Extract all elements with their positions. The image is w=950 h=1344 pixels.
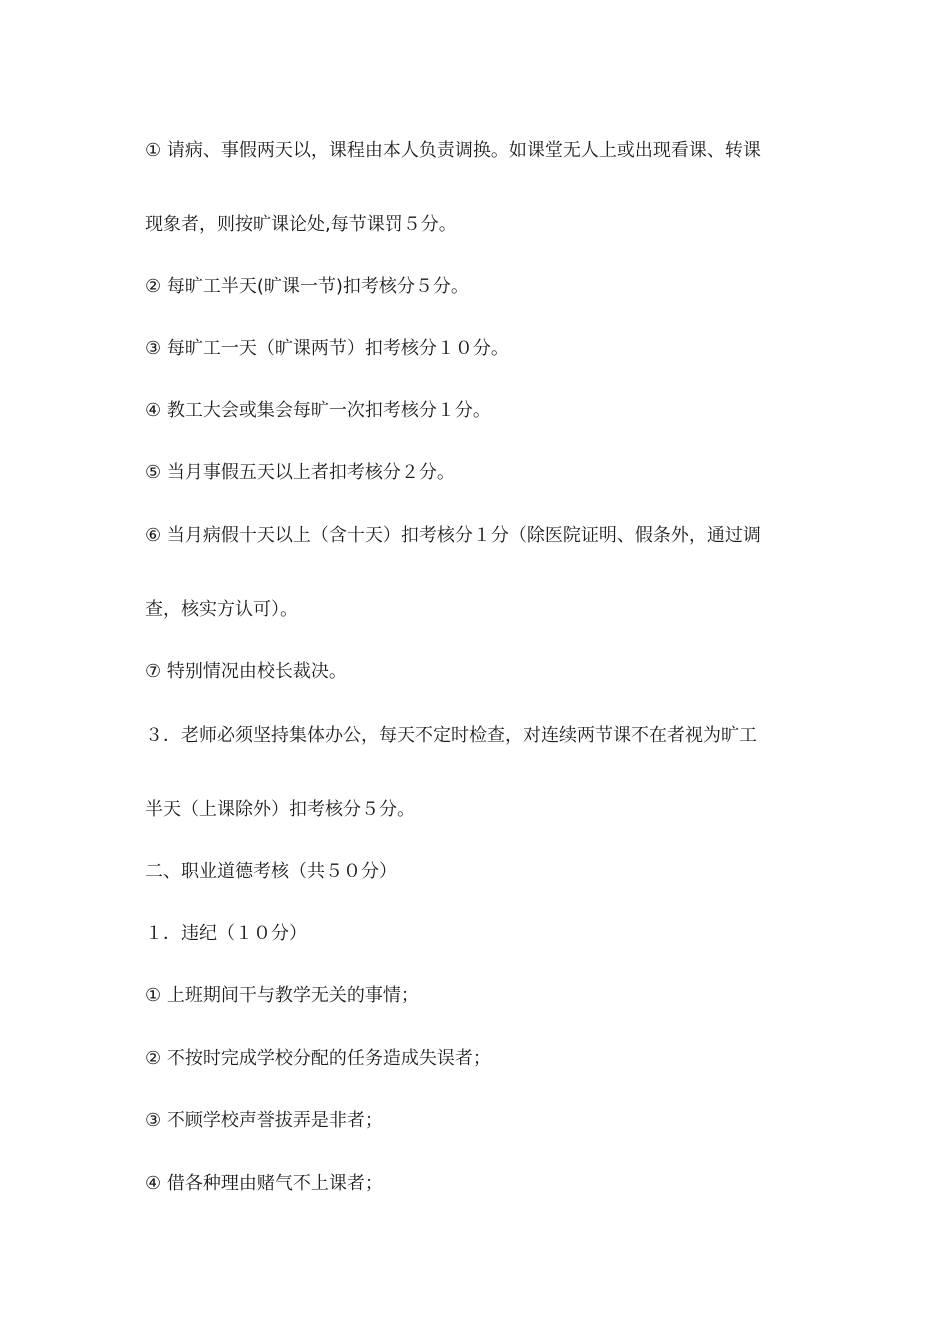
- text-line: ④ 教工大会或集会每旷一次扣考核分１分。: [145, 400, 491, 421]
- text-line: ３．老师必须坚持集体办公，每天不定时检查，对连续两节课不在者视为旷工: [145, 725, 757, 746]
- text-line: ④ 借各种理由赌气不上课者；: [145, 1173, 383, 1194]
- subsection-heading: １．违纪（１０分）: [145, 923, 307, 944]
- text-line: ⑥ 当月病假十天以上（含十天）扣考核分１分（除医院证明、假条外，通过调: [145, 525, 761, 546]
- text-line: ② 每旷工半天(旷课一节)扣考核分５分。: [145, 276, 469, 297]
- text-line: ① 上班期间干与教学无关的事情；: [145, 985, 419, 1006]
- text-line: 现象者，则按旷课论处,每节课罚５分。: [145, 214, 457, 235]
- text-line: ③ 每旷工一天（旷课两节）扣考核分１０分。: [145, 338, 509, 359]
- text-line: 查，核实方认可）。: [145, 599, 298, 620]
- text-line: ① 请病、事假两天以，课程由本人负责调换。如课堂无人上或出现看课、转课: [145, 140, 761, 161]
- text-line: ⑦ 特别情况由校长裁决。: [145, 661, 347, 682]
- text-line: ③ 不顾学校声誉拔弄是非者；: [145, 1110, 383, 1131]
- text-line: ⑤ 当月事假五天以上者扣考核分２分。: [145, 462, 455, 483]
- text-line: 半天（上课除外）扣考核分５分。: [145, 799, 415, 820]
- section-heading: 二、职业道德考核（共５０分）: [145, 861, 397, 882]
- text-line: ② 不按时完成学校分配的任务造成失误者；: [145, 1048, 491, 1069]
